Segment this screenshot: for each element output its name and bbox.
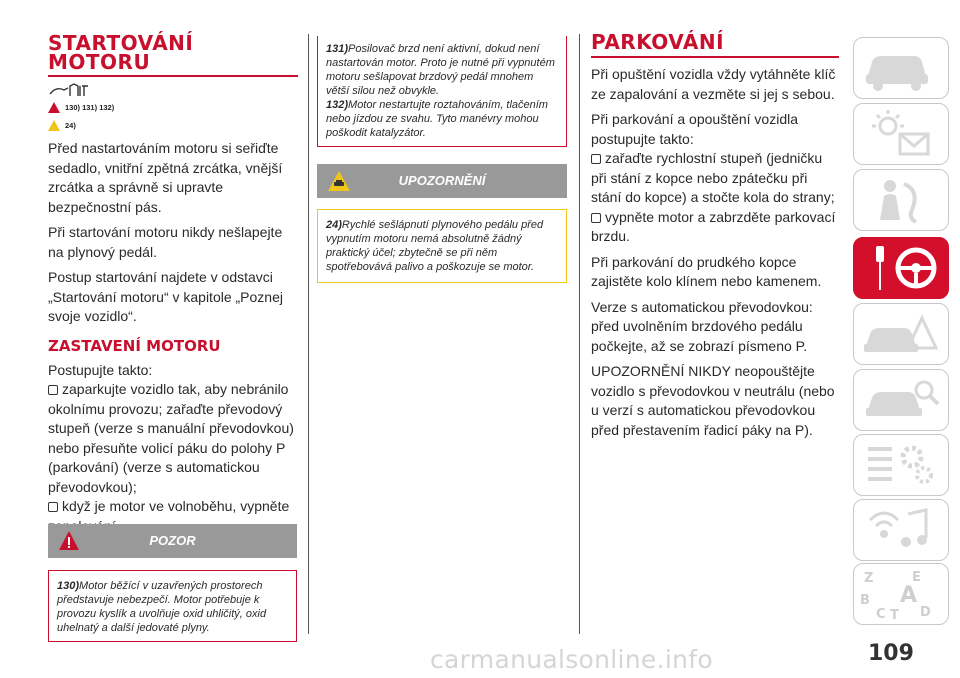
tab-technical-data[interactable] — [853, 434, 949, 496]
key-steering-wheel-icon — [854, 238, 947, 297]
caution-box-body: 24)Rychlé sešlápnutí plynového pedálu před vypnutím motoru nemá absolutně žádný praktický účel; zbytečně se při něm spotřebovává palivo a poškozuje se motor. — [317, 209, 567, 283]
index-letter: C — [876, 607, 886, 622]
multimedia-icon — [854, 500, 947, 559]
page-number: 109 — [868, 641, 914, 666]
list-item: zaparkujte vozidlo tak, aby nebránilo okolnímu provozu; zařaďte převodový stupeň (verze s manuální převodovkou) nebo přesuňte volicí páku do polohy P (parkování) (verze s automatickou převodovkou); — [48, 381, 294, 495]
warning-box-label: POZOR — [149, 533, 196, 548]
caution-icon — [48, 120, 60, 131]
index-letter: B — [860, 593, 870, 608]
checkbox-bullet-icon — [591, 154, 601, 164]
paragraph: Postup startování najdete v odstavci „Startování motoru“ v kapitole „Poznej svoje vozidlo“. — [48, 269, 283, 324]
tab-maintenance[interactable] — [853, 369, 949, 431]
section-title-parkovani: PARKOVÁNÍ — [591, 30, 725, 54]
caution-refs: 24) — [48, 120, 298, 131]
paragraph: UPOZORNĚNÍ NIKDY neopouštějte vozidlo s převodovkou v neutrálu (nebo u verzí s automatickou převodovkou před přestavením řadicí páky na P). — [591, 363, 835, 438]
tab-emergency[interactable] — [853, 303, 949, 365]
title-rule — [48, 75, 298, 77]
index-letter: E — [912, 570, 921, 585]
tab-seatbelt-airbag[interactable] — [853, 169, 949, 231]
column-divider — [579, 34, 580, 634]
car-icon — [854, 38, 947, 97]
caution-box-label: UPOZORNĚNÍ — [398, 173, 486, 188]
warning-box-header — [48, 524, 297, 558]
warning-box-continued: 131)Posilovač brzd není aktivní, dokud není nastartován motor. Proto je nutné při vypnutém motoru sešlapovat brzdový pedál mnohem větší silou než obvykle. 132)Motor nestartujte roztahováním, tlačením nebo jízdou ze svahu. Tyto manévry mohou poškodit katalyzátor. — [317, 36, 567, 147]
tab-starting-driving[interactable] — [853, 237, 949, 299]
checkbox-bullet-icon — [48, 502, 58, 512]
warning-refs: 130) 131) 132) — [48, 102, 298, 113]
title-rule — [591, 56, 839, 58]
index-letter: T — [890, 608, 899, 623]
index-letter: A — [900, 583, 918, 608]
list-item: když je motor ve volnoběhu, vypněte — [48, 497, 298, 536]
tab-dashboard-lights[interactable] — [853, 103, 949, 165]
paragraph: Verze s automatickou převodovkou: před uvolněním brzdového pedálu počkejte, až se zobrazí písmeno P. — [591, 298, 813, 354]
paragraph: Při parkování a opouštění vozidla postupujte takto: — [591, 111, 799, 147]
specs-gears-icon — [854, 435, 947, 494]
watermark: carmanualsonline.info — [430, 645, 713, 674]
caution-box-header — [317, 164, 567, 198]
section-title-zastaveni: ZASTAVENÍ MOTORU — [48, 336, 221, 355]
hand-key-icon — [48, 80, 298, 98]
paragraph: Před nastartováním motoru si seřiďte sedadlo, vnitřní zpětná zrcátka, vnější zrcátka a správně si upravte bezpečnostní pás. — [48, 140, 283, 215]
maintenance-icon — [854, 370, 947, 429]
paragraph: Při opuštění vozidla vždy vytáhněte klíč ze zapalování a vezměte si jej s sebou. — [591, 66, 836, 102]
warning-box — [48, 524, 297, 642]
section-title-startovani: STARTOVÁNÍ MOTORU — [48, 31, 194, 74]
paragraph: Při parkování do prudkého kopce zajistěte kolo klínem nebo kamenem. — [591, 253, 822, 289]
alphabetical-index-icon — [854, 564, 947, 623]
column-1 — [48, 28, 298, 542]
tab-car[interactable] — [853, 37, 949, 99]
list-item: zařaďte rychlostní stupeň (jedničku při stání z kopce nebo zpátečku při stání do kopce) a stočte kola do strany; — [591, 150, 835, 205]
column-3 — [591, 28, 839, 446]
index-letter: Z — [864, 571, 874, 586]
paragraph: Při startování motoru nikdy nešlapejte na plynový pedál. — [48, 224, 283, 260]
intro-text: Postupujte takto: — [48, 361, 153, 378]
tab-multimedia[interactable] — [853, 499, 949, 561]
column-divider — [308, 34, 309, 634]
list-item: vypněte motor a zabrzděte parkovací brzdu. — [591, 208, 836, 244]
tab-index[interactable] — [853, 563, 949, 625]
seatbelt-airbag-icon — [854, 170, 947, 229]
dashboard-lights-icon — [854, 104, 947, 163]
column-2 — [317, 36, 567, 283]
checkbox-bullet-icon — [48, 385, 58, 395]
breakdown-icon — [854, 304, 947, 363]
warning-box-body: 130)Motor běžící v uzavřených prostorech představuje nebezpečí. Motor potřebuje k provozu kyslík a uvolňuje oxid uhličitý, oxid uhelnatý a další jedovaté plyny. — [48, 570, 297, 642]
warning-icon — [48, 102, 60, 113]
checkbox-bullet-icon — [591, 213, 601, 223]
index-letter: D — [920, 605, 931, 620]
